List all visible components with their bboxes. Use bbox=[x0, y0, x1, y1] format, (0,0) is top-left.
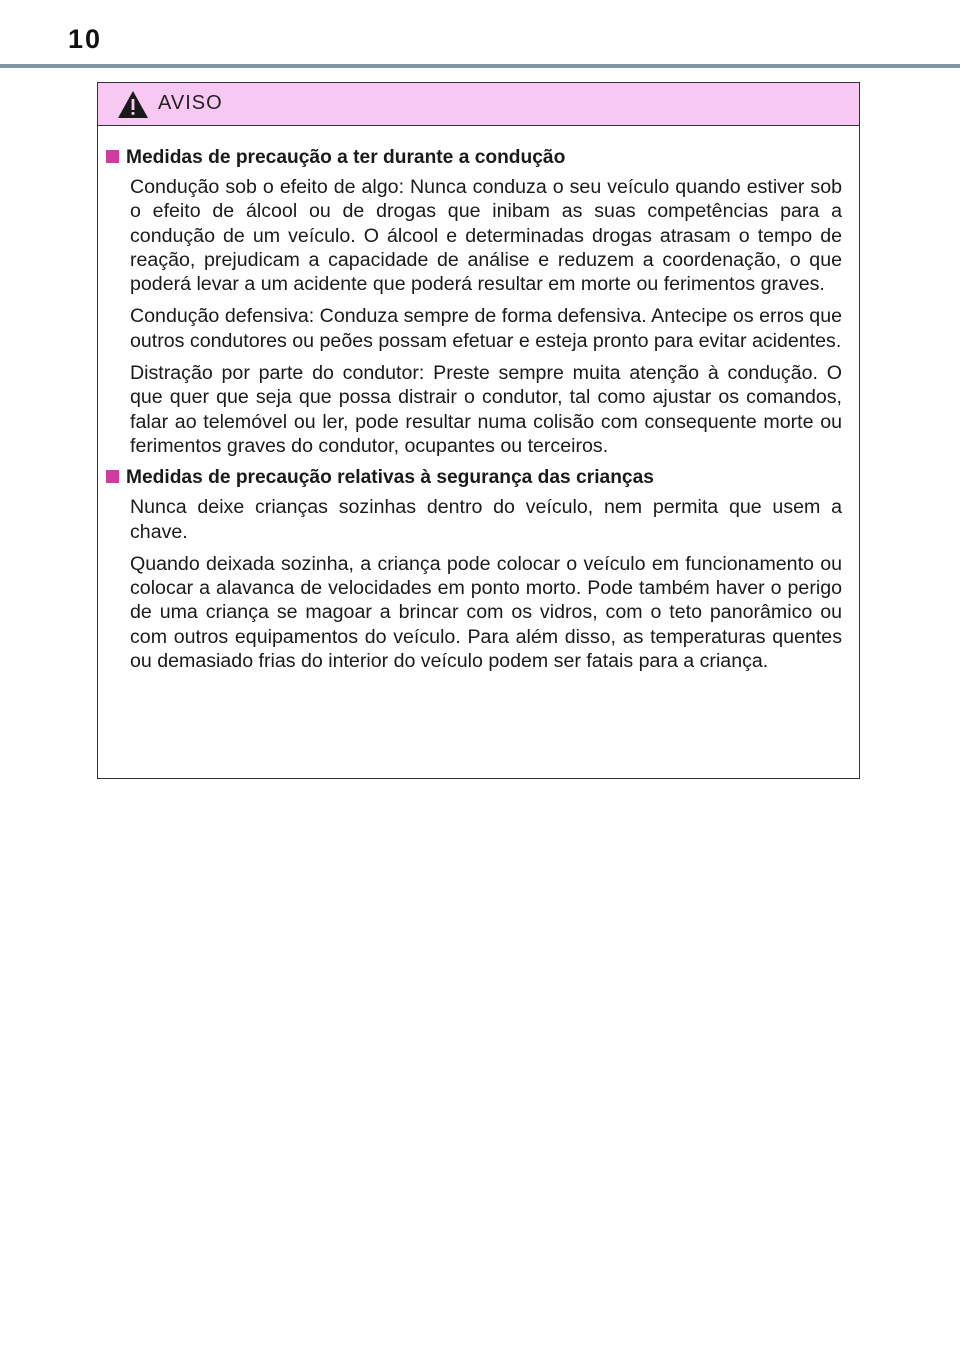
section-heading-text: Medidas de precaução relativas à segurança das crianças bbox=[126, 467, 654, 489]
paragraph-under-influence: Condução sob o efeito de algo: Nunca conduza o seu veículo quando estiver sob o efeito de álcool ou de drogas que inibam as suas competências para a condução de um veículo. O álcool e determinadas drogas atrasam o tempo de reação, prejudicam a capacidade de análise e reduzem a coordenação, o que poderá levar a um acidente que poderá resultar em morte ou ferimentos graves. bbox=[130, 176, 842, 296]
paragraph-child-dangers: Quando deixada sozinha, a criança pode colocar o veículo em funcionamento ou colocar a alavanca de velocidades em ponto morto. Pode também haver o perigo de uma criança se magoar a brincar com os vidros, com o teto panorâmico ou com outros equipamentos do veículo. Para além disso, as temperaturas quentes ou demasiado frias do interior do veículo podem ser fatais para a criança. bbox=[130, 552, 842, 673]
page-number: 10 bbox=[68, 24, 103, 54]
paragraph-driver-distraction: Distração por parte do condutor: Preste sempre muita atenção à condução. O que quer que seja que possa distrair o condutor, tal como ajustar os comandos, falar ao telemóvel ou ler, pode resultar numa colisão com consequente morte ou ferimentos graves do condutor, ocupantes ou terceiros. bbox=[130, 362, 842, 457]
section-heading-driving bbox=[106, 146, 842, 170]
section-heading-text: Medidas de precaução a ter durante a condução bbox=[126, 147, 566, 168]
warning-title: AVISO bbox=[158, 92, 223, 114]
warning-body bbox=[98, 126, 859, 673]
warning-box bbox=[97, 82, 860, 779]
paragraph-children-alone: Nunca deixe crianças sozinhas dentro do veículo, nem permita que usem a chave. bbox=[130, 496, 842, 543]
section-heading-child-safety bbox=[106, 466, 842, 490]
warning-header bbox=[98, 83, 859, 126]
warning-triangle-icon bbox=[117, 90, 149, 119]
paragraph-defensive-driving: Condução defensiva: Conduza sempre de forma defensiva. Antecipe os erros que outros condutores ou peões possam efetuar e esteja pronto para evitar acidentes. bbox=[130, 305, 842, 352]
section-bullet-icon bbox=[106, 150, 119, 163]
header-rule bbox=[0, 64, 960, 68]
section-bullet-icon bbox=[106, 470, 119, 483]
